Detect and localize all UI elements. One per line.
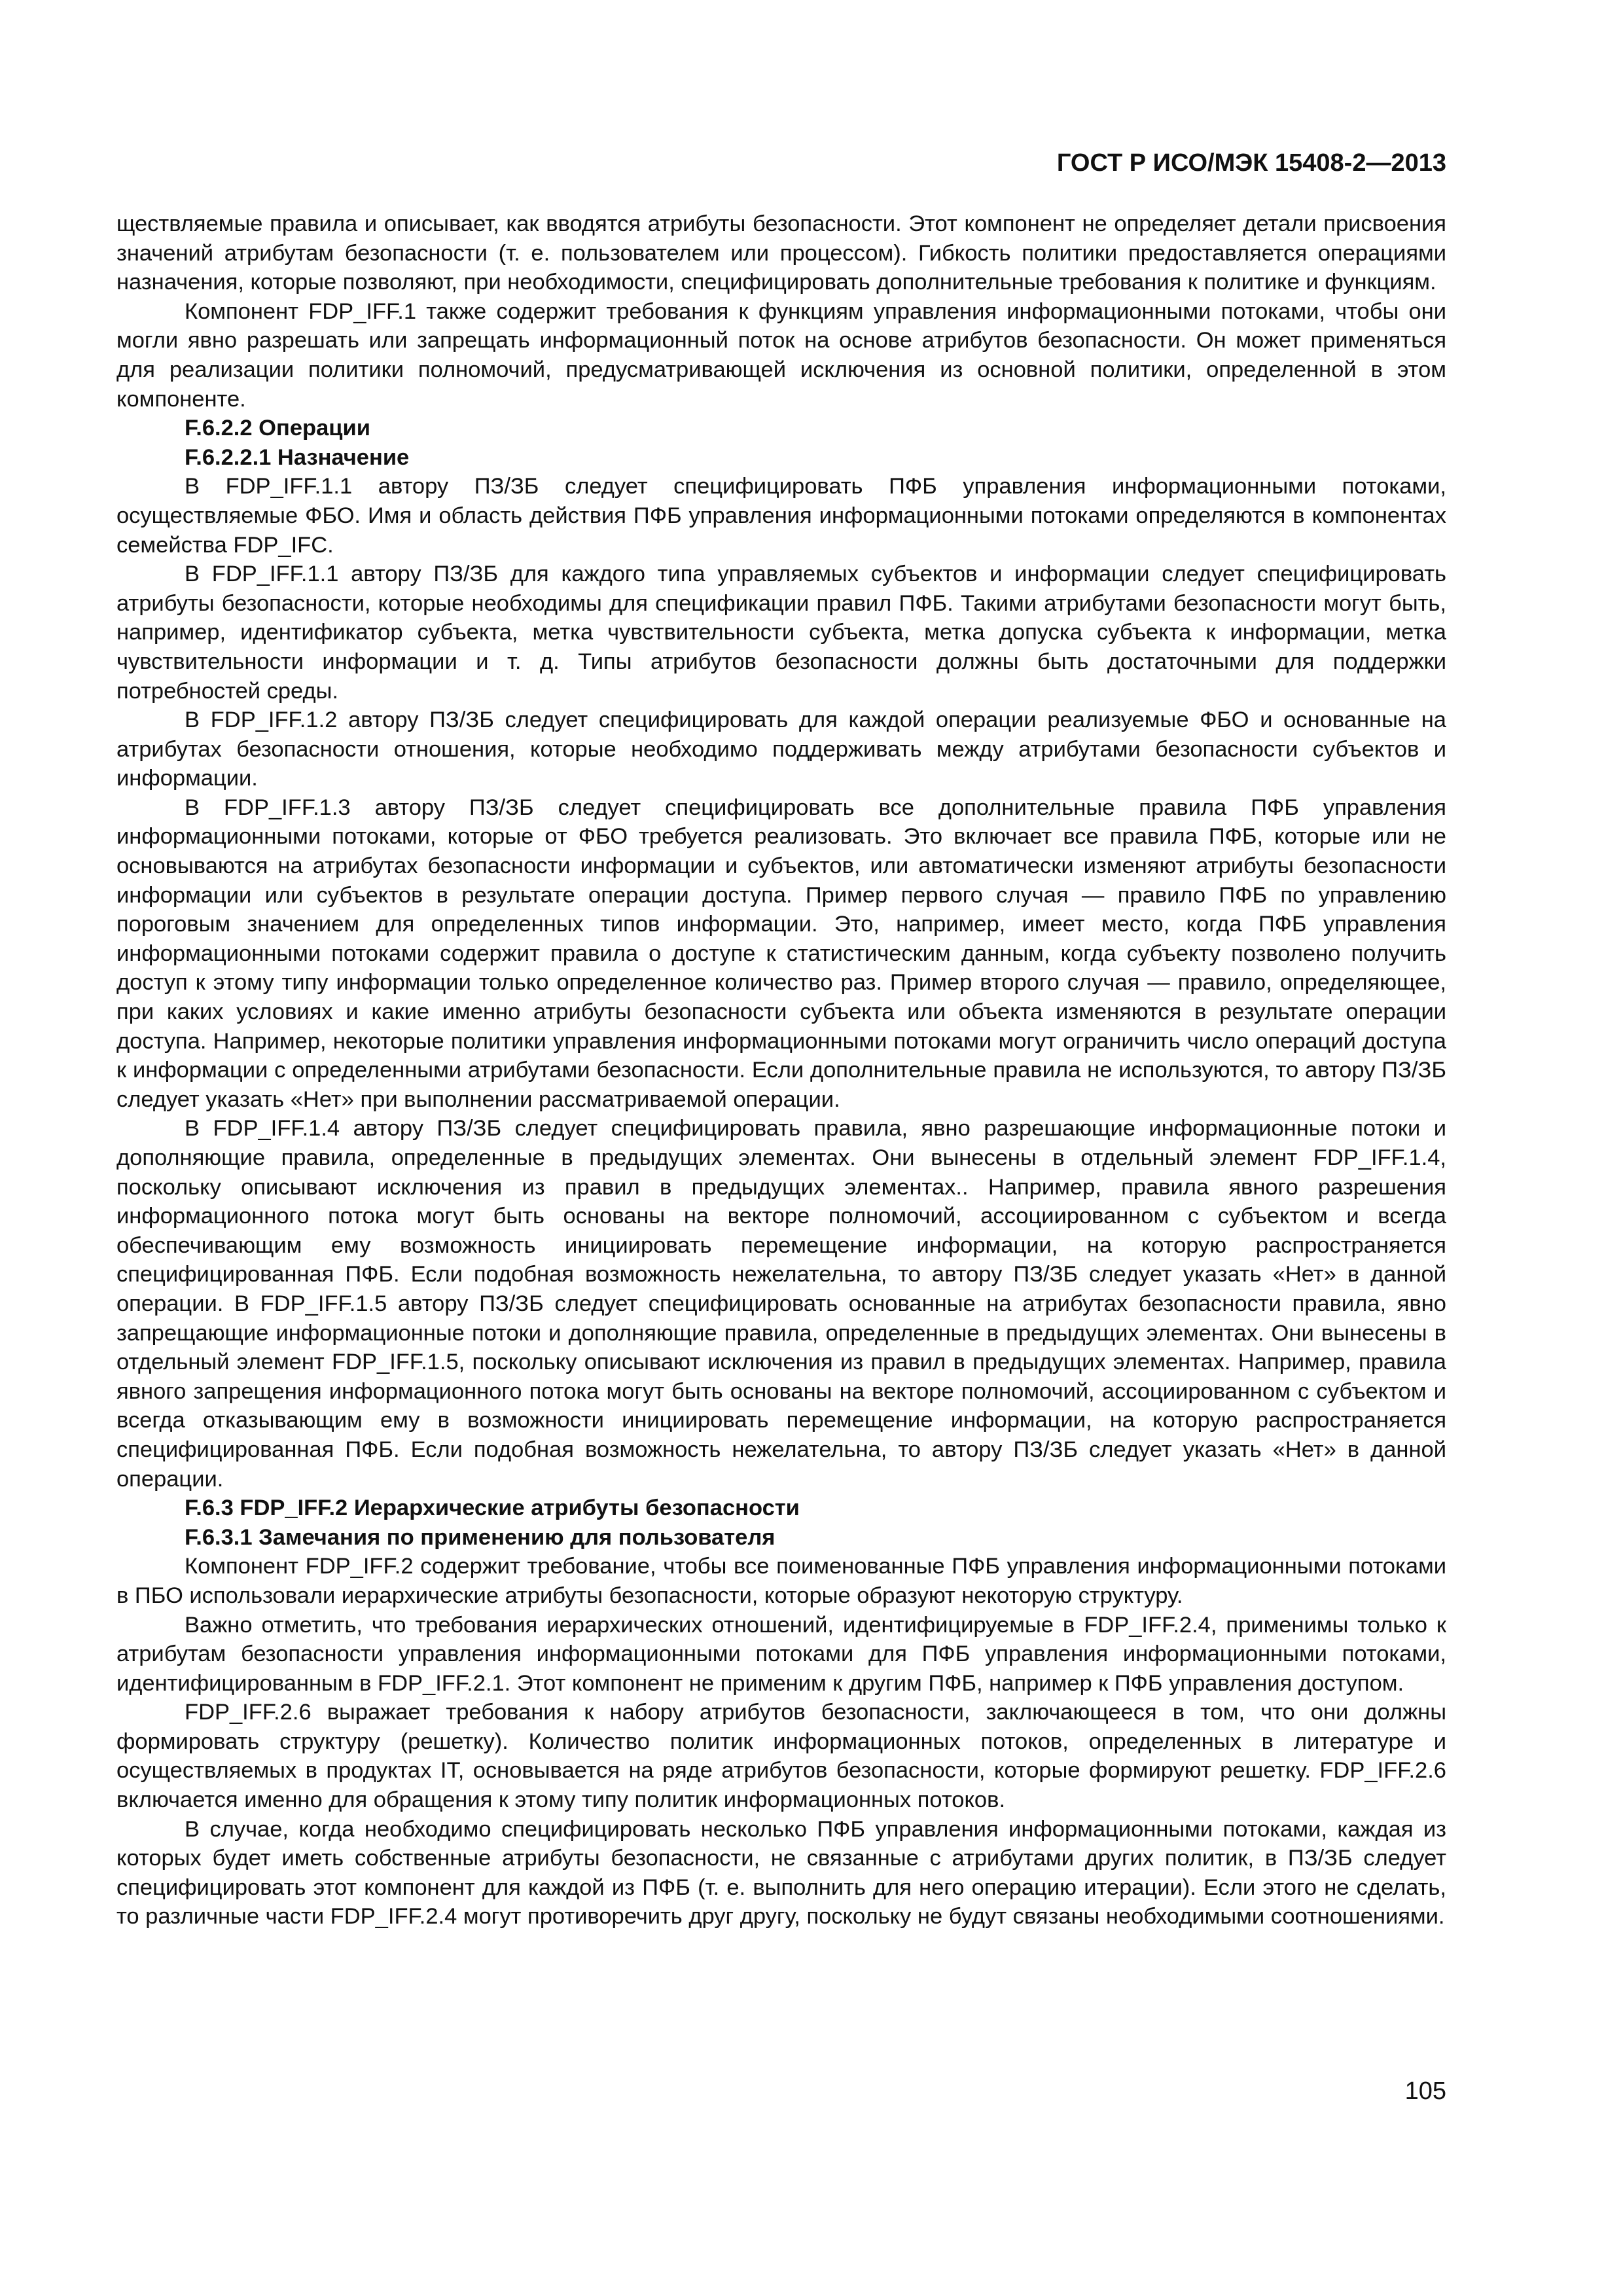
paragraph: В FDP_IFF.1.1 автору ПЗ/ЗБ следует специфицировать ПФБ управления информационными потоками, осуществляемые ФБО. Имя и область действия ПФБ управления информационными потоками определяются в компонентах семейства FDP_IFC. <box>116 474 1446 558</box>
section-heading: F.6.2.2.1 Назначение <box>185 444 410 470</box>
paragraph: Компонент FDP_IFF.1 также содержит требования к функциям управления информационными потоками, чтобы они могли явно разрешать или запрещать информационный поток на основе атрибутов безопасности. Он может применяться для реализации политики полномочий, предусматривающей исключения из основной политики, определенной в этом компоненте. <box>116 298 1446 412</box>
section-heading: F.6.2.2 Операции <box>185 416 370 441</box>
paragraph: В FDP_IFF.1.2 автору ПЗ/ЗБ следует специфицировать для каждой операции реализуемые ФБО и основанные на атрибутах безопасности отношения, которые необходимо поддерживать между атрибутами безопасности субъектов и информации. <box>116 708 1446 791</box>
section-heading: F.6.3 FDP_IFF.2 Иерархические атрибуты безопасности <box>185 1496 800 1521</box>
paragraph: В FDP_IFF.1.3 автору ПЗ/ЗБ следует специфицировать все дополнительные правила ПФБ управления информационными потоками, которые от ФБО требуется реализовать. Это включает все правила ПФБ, которые или не основываются на атрибутах безопасности информации и субъектов, или автоматически изменяют атрибуты безопасности информации или субъектов в результате операции доступа. Пример первого случая — правило ПФБ по управлению пороговым значением для определенных типов информации. Это, например, имеет место, когда ПФБ управления информационными потоками содержит правила о доступе к статистическим данным, когда субъекту позволено получить доступ к этому типу информации только определенное количество раз. Пример второго случая — правило, определяющее, при каких условиях и какие именно атрибуты безопасности субъекта или объекта изменяются в результате операции доступа. Например, некоторые политики управления информационными потоками могут ограничить число операций доступа к информации с определенными атрибутами безопасности. Если дополнительные правила не используются, то автору ПЗ/ЗБ следует указать «Нет» при выполнении рассматриваемой операции. <box>116 795 1446 1112</box>
document-body <box>116 209 1446 1931</box>
paragraph-continuation: ществляемые правила и описывает, как вводятся атрибуты безопасности. Этот компонент не определяет детали присвоения значений атрибутам безопасности (т. е. пользователем или процессом). Гибкость политики предоставляется операциями назначения, которые позволяют, при необходимости, специфицировать дополнительные требования к политике и функциям. <box>116 211 1446 295</box>
page-number: 105 <box>1404 2077 1446 2105</box>
paragraph: Компонент FDP_IFF.2 содержит требование, чтобы все поименованные ПФБ управления информационными потоками в ПБО использовали иерархические атрибуты безопасности, которые образуют некоторую структуру. <box>116 1554 1446 1608</box>
paragraph: В FDP_IFF.1.4 автору ПЗ/ЗБ следует специфицировать правила, явно разрешающие информационные потоки и дополняющие правила, определенные в предыдущих элементах. Они вынесены в отдельный элемент FDP_IFF.1.4, поскольку описывают исключения из правил в предыдущих элементах.. Например, правила явного разрешения информационного потока могут быть основаны на векторе полномочий, ассоциированном с субъектом и всегда обеспечивающим ему возможность инициировать перемещение информации, на которую распространяется специфицированная ПФБ. Если подобная возможность нежелательна, то автору ПЗ/ЗБ следует указать «Нет» в данной операции. В FDP_IFF.1.5 автору ПЗ/ЗБ следует специфицировать основанные на атрибутах безопасности правила, явно запрещающие информационные потоки и дополняющие правила, определенные в предыдущих элементах. Они вынесены в отдельный элемент FDP_IFF.1.5, поскольку описывают исключения из правил в предыдущих элементах. Например, правила явного запрещения информационного потока могут быть основаны на векторе полномочий, ассоциированном с субъектом и всегда отказывающим ему в возможности инициировать перемещение информации, на которую распространяется специфицированная ПФБ. Если подобная возможность нежелательна, то автору ПЗ/ЗБ следует указать «Нет» в данной операции. <box>116 1116 1446 1492</box>
paragraph: FDP_IFF.2.6 выражает требования к набору атрибутов безопасности, заключающееся в том, что они должны формировать структуру (решетку). Количество политик информационных потоков, определенных в литературе и осуществляемых в продуктах IT, основывается на ряде атрибутов безопасности, которые формируют решетку. FDP_IFF.2.6 включается именно для обращения к этому типу политик информационных потоков. <box>116 1700 1446 1813</box>
paragraph: Важно отметить, что требования иерархических отношений, идентифицируемые в FDP_IFF.2.4, применимы только к атрибутам безопасности управления информационными потоками для ПФБ управления информационными потоками, идентифицированным в FDP_IFF.2.1. Этот компонент не применим к другим ПФБ, например к ПФБ управления доступом. <box>116 1612 1446 1696</box>
section-heading: F.6.3.1 Замечания по применению для пользователя <box>185 1524 776 1550</box>
page-header-standard: ГОСТ Р ИСО/МЭК 15408-2—2013 <box>1056 149 1446 177</box>
paragraph: В случае, когда необходимо специфицировать несколько ПФБ управления информационными потоками, каждая из которых будет иметь собственные атрибуты безопасности, не связанные с атрибутами других политик, в ПЗ/ЗБ следует специфицировать этот компонент для каждой из ПФБ (т. е. выполнить для него операцию итерации). Если этого не сделать, то различные части FDP_IFF.2.4 могут противоречить друг другу, поскольку не будут связаны необходимыми соотношениями. <box>116 1816 1446 1929</box>
paragraph: В FDP_IFF.1.1 автору ПЗ/ЗБ для каждого типа управляемых субъектов и информации следует специфицировать атрибуты безопасности, которые необходимы для спецификации правил ПФБ. Такими атрибутами безопасности могут быть, например, идентификатор субъекта, метка чувствительности субъекта, метка допуска субъекта к информации, метка чувствительности информации и т. д. Типы атрибутов безопасности должны быть достаточными для поддержки потребностей среды. <box>116 562 1446 704</box>
